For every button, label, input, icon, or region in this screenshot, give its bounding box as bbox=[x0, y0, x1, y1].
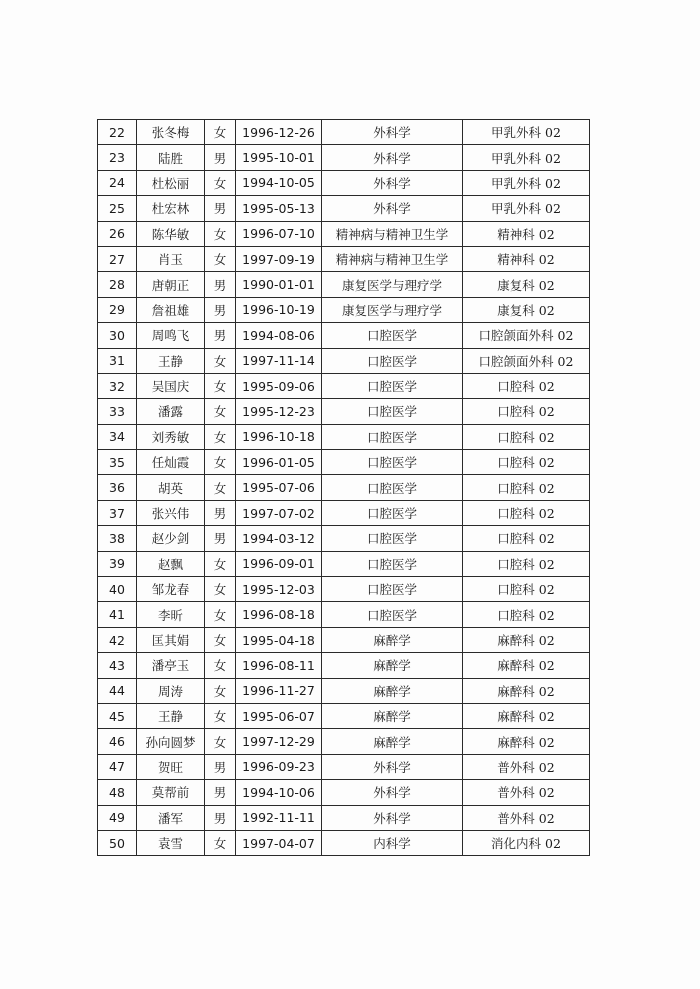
birth-date: 1995-12-03 bbox=[236, 577, 322, 602]
major-field: 康复医学与理疗学 bbox=[322, 272, 463, 297]
student-roster-table bbox=[97, 119, 590, 856]
row-number: 35 bbox=[98, 450, 137, 475]
student-gender: 女 bbox=[205, 475, 236, 500]
table-row bbox=[98, 272, 590, 297]
student-gender: 男 bbox=[205, 196, 236, 221]
row-number: 25 bbox=[98, 196, 137, 221]
student-name: 潘露 bbox=[137, 399, 205, 424]
table-row bbox=[98, 830, 590, 855]
birth-date: 1995-12-23 bbox=[236, 399, 322, 424]
row-number: 27 bbox=[98, 246, 137, 271]
birth-date: 1995-07-06 bbox=[236, 475, 322, 500]
student-name: 潘亭玉 bbox=[137, 653, 205, 678]
department: 口腔科 02 bbox=[463, 424, 590, 449]
row-number: 26 bbox=[98, 221, 137, 246]
major-field: 麻醉学 bbox=[322, 703, 463, 728]
student-gender: 男 bbox=[205, 297, 236, 322]
row-number: 44 bbox=[98, 678, 137, 703]
birth-date: 1994-08-06 bbox=[236, 323, 322, 348]
department: 甲乳外科 02 bbox=[463, 120, 590, 145]
student-name: 周涛 bbox=[137, 678, 205, 703]
student-name: 李昕 bbox=[137, 602, 205, 627]
birth-date: 1996-07-10 bbox=[236, 221, 322, 246]
birth-date: 1996-10-19 bbox=[236, 297, 322, 322]
student-gender: 女 bbox=[205, 678, 236, 703]
student-name: 陈华敏 bbox=[137, 221, 205, 246]
student-name: 肖玉 bbox=[137, 246, 205, 271]
student-gender: 女 bbox=[205, 348, 236, 373]
birth-date: 1997-12-29 bbox=[236, 729, 322, 754]
table-row bbox=[98, 729, 590, 754]
row-number: 42 bbox=[98, 627, 137, 652]
table-row bbox=[98, 297, 590, 322]
major-field: 外科学 bbox=[322, 196, 463, 221]
student-gender: 女 bbox=[205, 221, 236, 246]
student-name: 袁雪 bbox=[137, 830, 205, 855]
row-number: 45 bbox=[98, 703, 137, 728]
birth-date: 1992-11-11 bbox=[236, 805, 322, 830]
table-row bbox=[98, 373, 590, 398]
row-number: 46 bbox=[98, 729, 137, 754]
student-gender: 男 bbox=[205, 145, 236, 170]
row-number: 39 bbox=[98, 551, 137, 576]
major-field: 口腔医学 bbox=[322, 450, 463, 475]
student-gender: 女 bbox=[205, 399, 236, 424]
major-field: 麻醉学 bbox=[322, 627, 463, 652]
student-gender: 男 bbox=[205, 323, 236, 348]
department: 甲乳外科 02 bbox=[463, 170, 590, 195]
row-number: 43 bbox=[98, 653, 137, 678]
student-gender: 女 bbox=[205, 729, 236, 754]
student-gender: 女 bbox=[205, 703, 236, 728]
department: 口腔科 02 bbox=[463, 450, 590, 475]
birth-date: 1996-10-18 bbox=[236, 424, 322, 449]
major-field: 麻醉学 bbox=[322, 729, 463, 754]
major-field: 口腔医学 bbox=[322, 475, 463, 500]
department: 口腔科 02 bbox=[463, 373, 590, 398]
department: 甲乳外科 02 bbox=[463, 196, 590, 221]
student-name: 张冬梅 bbox=[137, 120, 205, 145]
major-field: 口腔医学 bbox=[322, 602, 463, 627]
student-name: 杜松丽 bbox=[137, 170, 205, 195]
major-field: 外科学 bbox=[322, 145, 463, 170]
row-number: 32 bbox=[98, 373, 137, 398]
row-number: 33 bbox=[98, 399, 137, 424]
table-row bbox=[98, 424, 590, 449]
department: 精神科 02 bbox=[463, 221, 590, 246]
major-field: 精神病与精神卫生学 bbox=[322, 221, 463, 246]
table-row bbox=[98, 526, 590, 551]
birth-date: 1995-05-13 bbox=[236, 196, 322, 221]
department: 口腔颌面外科 02 bbox=[463, 348, 590, 373]
department: 口腔科 02 bbox=[463, 551, 590, 576]
student-name: 莫帮前 bbox=[137, 780, 205, 805]
row-number: 22 bbox=[98, 120, 137, 145]
table-row bbox=[98, 450, 590, 475]
major-field: 外科学 bbox=[322, 754, 463, 779]
student-name: 孙向圆梦 bbox=[137, 729, 205, 754]
birth-date: 1994-10-06 bbox=[236, 780, 322, 805]
student-gender: 女 bbox=[205, 373, 236, 398]
student-name: 任灿霞 bbox=[137, 450, 205, 475]
student-name: 唐朝正 bbox=[137, 272, 205, 297]
major-field: 精神病与精神卫生学 bbox=[322, 246, 463, 271]
row-number: 50 bbox=[98, 830, 137, 855]
department: 口腔科 02 bbox=[463, 577, 590, 602]
birth-date: 1997-07-02 bbox=[236, 500, 322, 525]
birth-date: 1996-08-11 bbox=[236, 653, 322, 678]
birth-date: 1994-10-05 bbox=[236, 170, 322, 195]
department: 普外科 02 bbox=[463, 754, 590, 779]
row-number: 48 bbox=[98, 780, 137, 805]
row-number: 47 bbox=[98, 754, 137, 779]
student-name: 王静 bbox=[137, 703, 205, 728]
department: 口腔科 02 bbox=[463, 399, 590, 424]
table-row bbox=[98, 754, 590, 779]
major-field: 口腔医学 bbox=[322, 424, 463, 449]
major-field: 麻醉学 bbox=[322, 678, 463, 703]
major-field: 外科学 bbox=[322, 120, 463, 145]
table-row bbox=[98, 120, 590, 145]
table-row bbox=[98, 323, 590, 348]
table-row bbox=[98, 678, 590, 703]
student-gender: 男 bbox=[205, 500, 236, 525]
student-name: 邹龙春 bbox=[137, 577, 205, 602]
birth-date: 1997-04-07 bbox=[236, 830, 322, 855]
birth-date: 1995-10-01 bbox=[236, 145, 322, 170]
student-name: 赵飘 bbox=[137, 551, 205, 576]
birth-date: 1997-09-19 bbox=[236, 246, 322, 271]
table-row bbox=[98, 780, 590, 805]
department: 麻醉科 02 bbox=[463, 627, 590, 652]
table-row bbox=[98, 500, 590, 525]
major-field: 内科学 bbox=[322, 830, 463, 855]
student-gender: 男 bbox=[205, 754, 236, 779]
student-gender: 女 bbox=[205, 653, 236, 678]
student-gender: 男 bbox=[205, 780, 236, 805]
department: 普外科 02 bbox=[463, 805, 590, 830]
student-name: 吴国庆 bbox=[137, 373, 205, 398]
table-row bbox=[98, 602, 590, 627]
row-number: 34 bbox=[98, 424, 137, 449]
table-row bbox=[98, 221, 590, 246]
student-name: 潘军 bbox=[137, 805, 205, 830]
student-gender: 女 bbox=[205, 450, 236, 475]
major-field: 外科学 bbox=[322, 805, 463, 830]
table-row bbox=[98, 703, 590, 728]
student-name: 杜宏林 bbox=[137, 196, 205, 221]
row-number: 38 bbox=[98, 526, 137, 551]
table-row bbox=[98, 577, 590, 602]
table-row bbox=[98, 145, 590, 170]
row-number: 30 bbox=[98, 323, 137, 348]
birth-date: 1997-11-14 bbox=[236, 348, 322, 373]
department: 普外科 02 bbox=[463, 780, 590, 805]
department: 康复科 02 bbox=[463, 272, 590, 297]
department: 口腔颌面外科 02 bbox=[463, 323, 590, 348]
table-row bbox=[98, 196, 590, 221]
department: 麻醉科 02 bbox=[463, 653, 590, 678]
birth-date: 1996-09-01 bbox=[236, 551, 322, 576]
table-row bbox=[98, 627, 590, 652]
student-name: 张兴伟 bbox=[137, 500, 205, 525]
table-row bbox=[98, 551, 590, 576]
table-row bbox=[98, 805, 590, 830]
department: 口腔科 02 bbox=[463, 526, 590, 551]
major-field: 口腔医学 bbox=[322, 399, 463, 424]
major-field: 麻醉学 bbox=[322, 653, 463, 678]
major-field: 外科学 bbox=[322, 170, 463, 195]
birth-date: 1995-04-18 bbox=[236, 627, 322, 652]
department: 甲乳外科 02 bbox=[463, 145, 590, 170]
birth-date: 1990-01-01 bbox=[236, 272, 322, 297]
student-gender: 女 bbox=[205, 830, 236, 855]
birth-date: 1996-09-23 bbox=[236, 754, 322, 779]
table-row bbox=[98, 246, 590, 271]
department: 口腔科 02 bbox=[463, 500, 590, 525]
student-name: 詹祖雄 bbox=[137, 297, 205, 322]
birth-date: 1996-08-18 bbox=[236, 602, 322, 627]
row-number: 40 bbox=[98, 577, 137, 602]
table-row bbox=[98, 348, 590, 373]
row-number: 28 bbox=[98, 272, 137, 297]
major-field: 口腔医学 bbox=[322, 526, 463, 551]
row-number: 36 bbox=[98, 475, 137, 500]
row-number: 37 bbox=[98, 500, 137, 525]
student-name: 胡英 bbox=[137, 475, 205, 500]
department: 口腔科 02 bbox=[463, 475, 590, 500]
student-name: 贺旺 bbox=[137, 754, 205, 779]
department: 消化内科 02 bbox=[463, 830, 590, 855]
row-number: 24 bbox=[98, 170, 137, 195]
birth-date: 1994-03-12 bbox=[236, 526, 322, 551]
birth-date: 1996-12-26 bbox=[236, 120, 322, 145]
table-row bbox=[98, 653, 590, 678]
row-number: 23 bbox=[98, 145, 137, 170]
roster-body bbox=[98, 120, 590, 856]
major-field: 口腔医学 bbox=[322, 348, 463, 373]
major-field: 口腔医学 bbox=[322, 500, 463, 525]
student-gender: 女 bbox=[205, 627, 236, 652]
department: 精神科 02 bbox=[463, 246, 590, 271]
student-name: 匡其娟 bbox=[137, 627, 205, 652]
row-number: 31 bbox=[98, 348, 137, 373]
student-gender: 女 bbox=[205, 120, 236, 145]
table-row bbox=[98, 475, 590, 500]
student-name: 周鸣飞 bbox=[137, 323, 205, 348]
student-name: 王静 bbox=[137, 348, 205, 373]
student-name: 赵少剑 bbox=[137, 526, 205, 551]
student-gender: 女 bbox=[205, 246, 236, 271]
major-field: 口腔医学 bbox=[322, 577, 463, 602]
student-gender: 男 bbox=[205, 805, 236, 830]
student-gender: 女 bbox=[205, 577, 236, 602]
major-field: 口腔医学 bbox=[322, 551, 463, 576]
major-field: 外科学 bbox=[322, 780, 463, 805]
birth-date: 1996-11-27 bbox=[236, 678, 322, 703]
birth-date: 1995-06-07 bbox=[236, 703, 322, 728]
department: 口腔科 02 bbox=[463, 602, 590, 627]
birth-date: 1996-01-05 bbox=[236, 450, 322, 475]
major-field: 口腔医学 bbox=[322, 323, 463, 348]
birth-date: 1995-09-06 bbox=[236, 373, 322, 398]
major-field: 康复医学与理疗学 bbox=[322, 297, 463, 322]
row-number: 29 bbox=[98, 297, 137, 322]
student-gender: 男 bbox=[205, 526, 236, 551]
major-field: 口腔医学 bbox=[322, 373, 463, 398]
student-name: 刘秀敏 bbox=[137, 424, 205, 449]
table-row bbox=[98, 170, 590, 195]
student-gender: 女 bbox=[205, 424, 236, 449]
student-gender: 女 bbox=[205, 551, 236, 576]
department: 康复科 02 bbox=[463, 297, 590, 322]
department: 麻醉科 02 bbox=[463, 729, 590, 754]
row-number: 41 bbox=[98, 602, 137, 627]
table-row bbox=[98, 399, 590, 424]
department: 麻醉科 02 bbox=[463, 703, 590, 728]
department: 麻醉科 02 bbox=[463, 678, 590, 703]
student-gender: 女 bbox=[205, 602, 236, 627]
row-number: 49 bbox=[98, 805, 137, 830]
student-name: 陆胜 bbox=[137, 145, 205, 170]
student-gender: 女 bbox=[205, 170, 236, 195]
student-gender: 男 bbox=[205, 272, 236, 297]
